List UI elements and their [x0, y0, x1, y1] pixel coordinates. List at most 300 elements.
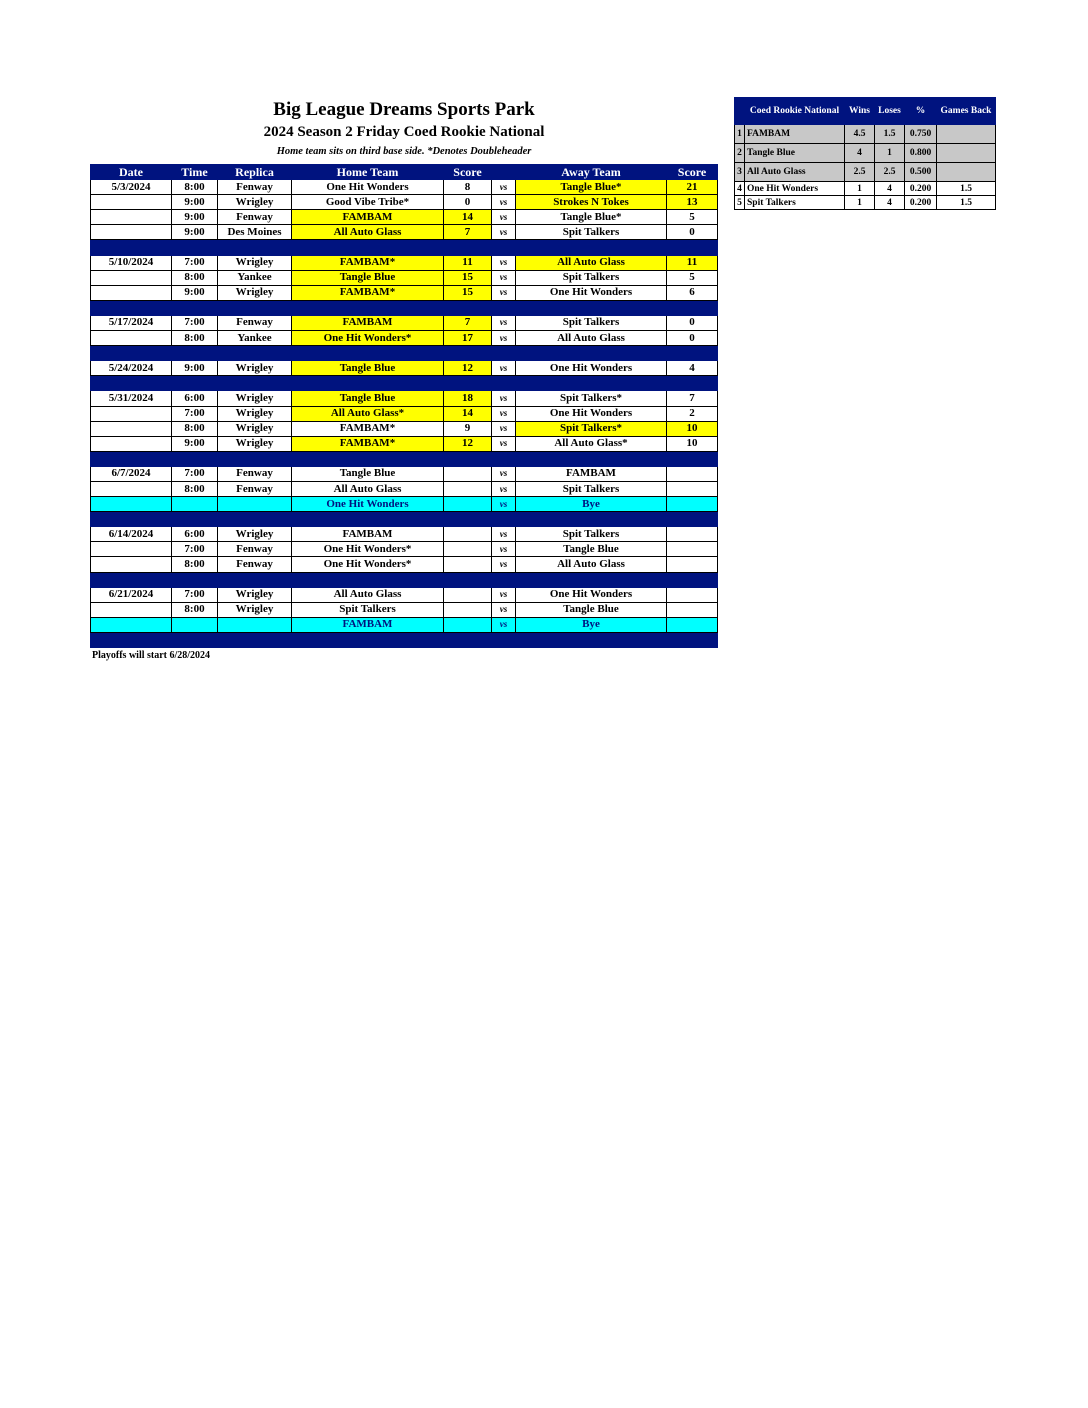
- week-separator: [91, 346, 718, 361]
- away-team: Bye: [516, 617, 667, 632]
- separator-cell: [292, 512, 444, 527]
- vs-label: vs: [492, 255, 516, 270]
- home-score: 8: [444, 180, 492, 195]
- vs-label: vs: [492, 180, 516, 195]
- separator-cell: [492, 240, 516, 255]
- separator-cell: [667, 240, 718, 255]
- away-team: All Auto Glass: [516, 255, 667, 270]
- home-score: [444, 481, 492, 496]
- col-header-time: Time: [172, 165, 218, 180]
- game-date: [91, 421, 172, 436]
- separator-cell: [492, 512, 516, 527]
- standings-pct: 0.200: [905, 196, 937, 210]
- home-team: FAMBAM*: [292, 285, 444, 300]
- vs-label: vs: [492, 466, 516, 481]
- separator-cell: [218, 240, 292, 255]
- game-date: 5/10/2024: [91, 255, 172, 270]
- away-team: Tangle Blue*: [516, 180, 667, 195]
- standings-loses: 1.5: [875, 125, 905, 144]
- game-field: Fenway: [218, 210, 292, 225]
- game-time: 8:00: [172, 180, 218, 195]
- separator-cell: [91, 376, 172, 391]
- standings-loses: 4: [875, 196, 905, 210]
- page-subtitle: 2024 Season 2 Friday Coed Rookie National: [263, 124, 545, 140]
- game-row: [91, 210, 718, 225]
- separator-cell: [172, 240, 218, 255]
- away-team: All Auto Glass: [516, 557, 667, 572]
- week-separator: [91, 632, 718, 647]
- standings-rank: 4: [735, 182, 745, 196]
- home-score: [444, 587, 492, 602]
- bye-row: [91, 617, 718, 632]
- home-score: 9: [444, 421, 492, 436]
- week-separator: [91, 376, 718, 391]
- standings-games-back: 1.5: [937, 182, 996, 196]
- game-field: Fenway: [218, 542, 292, 557]
- home-score: [444, 466, 492, 481]
- away-team: Spit Talkers: [516, 315, 667, 330]
- vs-label: vs: [492, 527, 516, 542]
- away-team: Spit Talkers: [516, 481, 667, 496]
- away-score: 21: [667, 180, 718, 195]
- home-team: FAMBAM: [292, 210, 444, 225]
- separator-cell: [492, 451, 516, 466]
- separator-cell: [91, 240, 172, 255]
- home-team: Tangle Blue: [292, 361, 444, 376]
- game-time: 7:00: [172, 315, 218, 330]
- away-team: Spit Talkers: [516, 270, 667, 285]
- home-score: [444, 497, 492, 512]
- game-date: 5/24/2024: [91, 361, 172, 376]
- week-separator: [91, 300, 718, 315]
- separator-cell: [172, 451, 218, 466]
- week-separator: [91, 451, 718, 466]
- home-team: One Hit Wonders: [292, 497, 444, 512]
- separator-cell: [218, 512, 292, 527]
- away-team: One Hit Wonders: [516, 587, 667, 602]
- separator-cell: [172, 346, 218, 361]
- col-header-date: Date: [91, 165, 172, 180]
- standings-pct: 0.800: [905, 144, 937, 163]
- vs-label: vs: [492, 557, 516, 572]
- separator-cell: [218, 300, 292, 315]
- home-team: One Hit Wonders*: [292, 557, 444, 572]
- game-field: Fenway: [218, 557, 292, 572]
- game-date: 5/3/2024: [91, 180, 172, 195]
- home-team: One Hit Wonders*: [292, 331, 444, 346]
- separator-cell: [172, 512, 218, 527]
- separator-cell: [172, 572, 218, 587]
- game-row: [91, 225, 718, 240]
- standings-wins: 1: [845, 182, 875, 196]
- standings-header-pct: %: [905, 98, 937, 125]
- standings-table: [734, 97, 996, 210]
- game-field: Yankee: [218, 270, 292, 285]
- home-team: All Auto Glass: [292, 481, 444, 496]
- game-row: [91, 270, 718, 285]
- vs-label: vs: [492, 587, 516, 602]
- schedule-table: [90, 164, 718, 648]
- vs-label: vs: [492, 497, 516, 512]
- standings-team: Spit Talkers: [745, 196, 845, 210]
- separator-cell: [91, 451, 172, 466]
- game-time: [172, 617, 218, 632]
- separator-cell: [492, 376, 516, 391]
- standings-rank: 3: [735, 163, 745, 182]
- page-title: Big League Dreams Sports Park: [273, 99, 535, 120]
- game-date: 6/7/2024: [91, 466, 172, 481]
- standings-rank: 2: [735, 144, 745, 163]
- separator-cell: [444, 632, 492, 647]
- home-score: 18: [444, 391, 492, 406]
- away-score: [667, 557, 718, 572]
- standings-team: FAMBAM: [745, 125, 845, 144]
- game-row: [91, 466, 718, 481]
- away-score: [667, 542, 718, 557]
- home-team: Tangle Blue: [292, 391, 444, 406]
- vs-label: vs: [492, 315, 516, 330]
- game-time: [172, 497, 218, 512]
- standings-rank: 5: [735, 196, 745, 210]
- home-score: 15: [444, 270, 492, 285]
- standings-row: [735, 163, 996, 182]
- game-date: [91, 542, 172, 557]
- game-field: Wrigley: [218, 255, 292, 270]
- vs-label: vs: [492, 602, 516, 617]
- separator-cell: [516, 240, 667, 255]
- away-team: Tangle Blue: [516, 542, 667, 557]
- standings-loses: 4: [875, 182, 905, 196]
- game-row: [91, 331, 718, 346]
- home-score: [444, 617, 492, 632]
- away-score: 5: [667, 210, 718, 225]
- away-team: Spit Talkers: [516, 527, 667, 542]
- separator-cell: [492, 632, 516, 647]
- standings-header-team: Coed Rookie National: [745, 98, 845, 125]
- game-time: 9:00: [172, 436, 218, 451]
- game-row: [91, 391, 718, 406]
- vs-label: vs: [492, 617, 516, 632]
- home-score: 17: [444, 331, 492, 346]
- game-field: [218, 497, 292, 512]
- game-time: 8:00: [172, 557, 218, 572]
- game-row: [91, 602, 718, 617]
- away-team: One Hit Wonders: [516, 285, 667, 300]
- game-field: Wrigley: [218, 421, 292, 436]
- away-team: Tangle Blue*: [516, 210, 667, 225]
- game-row: [91, 195, 718, 210]
- separator-cell: [444, 376, 492, 391]
- standings-games-back: [937, 163, 996, 182]
- game-row: [91, 436, 718, 451]
- away-team: Spit Talkers*: [516, 421, 667, 436]
- week-separator: [91, 512, 718, 527]
- game-row: [91, 557, 718, 572]
- game-row: [91, 421, 718, 436]
- standings-team: One Hit Wonders: [745, 182, 845, 196]
- away-team: Spit Talkers*: [516, 391, 667, 406]
- standings-header-loses: Loses: [875, 98, 905, 125]
- game-time: 8:00: [172, 481, 218, 496]
- home-score: 7: [444, 315, 492, 330]
- home-team: One Hit Wonders: [292, 180, 444, 195]
- home-team: FAMBAM*: [292, 255, 444, 270]
- vs-label: vs: [492, 210, 516, 225]
- standings-row: [735, 182, 996, 196]
- col-header-replica: Replica: [218, 165, 292, 180]
- home-score: 0: [444, 195, 492, 210]
- game-field: [218, 617, 292, 632]
- separator-cell: [91, 300, 172, 315]
- game-time: 9:00: [172, 361, 218, 376]
- separator-cell: [91, 346, 172, 361]
- standings-team: Tangle Blue: [745, 144, 845, 163]
- separator-cell: [492, 346, 516, 361]
- standings-wins: 1: [845, 196, 875, 210]
- game-date: [91, 225, 172, 240]
- game-field: Des Moines: [218, 225, 292, 240]
- standings-row: [735, 144, 996, 163]
- home-team: One Hit Wonders*: [292, 542, 444, 557]
- away-team: All Auto Glass: [516, 331, 667, 346]
- vs-label: vs: [492, 421, 516, 436]
- separator-cell: [667, 572, 718, 587]
- game-time: 7:00: [172, 587, 218, 602]
- game-row: [91, 481, 718, 496]
- home-team: Tangle Blue: [292, 270, 444, 285]
- separator-cell: [444, 346, 492, 361]
- separator-cell: [172, 300, 218, 315]
- standings-wins: 2.5: [845, 163, 875, 182]
- home-score: 14: [444, 406, 492, 421]
- separator-cell: [292, 240, 444, 255]
- vs-label: vs: [492, 391, 516, 406]
- home-score: 12: [444, 361, 492, 376]
- game-date: [91, 331, 172, 346]
- separator-cell: [444, 240, 492, 255]
- home-score: 14: [444, 210, 492, 225]
- game-field: Wrigley: [218, 527, 292, 542]
- game-row: [91, 255, 718, 270]
- game-row: [91, 542, 718, 557]
- standings-games-back: [937, 144, 996, 163]
- game-time: 8:00: [172, 602, 218, 617]
- separator-cell: [516, 512, 667, 527]
- separator-cell: [492, 572, 516, 587]
- away-team: Tangle Blue: [516, 602, 667, 617]
- separator-cell: [667, 300, 718, 315]
- separator-cell: [292, 346, 444, 361]
- separator-cell: [91, 572, 172, 587]
- game-time: 7:00: [172, 466, 218, 481]
- away-score: [667, 587, 718, 602]
- standings-row: [735, 196, 996, 210]
- separator-cell: [516, 300, 667, 315]
- separator-cell: [292, 376, 444, 391]
- game-date: [91, 497, 172, 512]
- away-score: 2: [667, 406, 718, 421]
- game-field: Wrigley: [218, 587, 292, 602]
- standings-header-row: [735, 98, 996, 125]
- home-team: All Auto Glass*: [292, 406, 444, 421]
- standings-header-rank: [735, 98, 745, 125]
- home-score: [444, 542, 492, 557]
- vs-label: vs: [492, 481, 516, 496]
- away-score: [667, 497, 718, 512]
- vs-label: vs: [492, 195, 516, 210]
- home-team: All Auto Glass: [292, 587, 444, 602]
- home-team: Spit Talkers: [292, 602, 444, 617]
- game-time: 8:00: [172, 331, 218, 346]
- separator-cell: [218, 572, 292, 587]
- game-field: Wrigley: [218, 285, 292, 300]
- away-team: Strokes N Tokes: [516, 195, 667, 210]
- away-team: FAMBAM: [516, 466, 667, 481]
- away-score: 4: [667, 361, 718, 376]
- game-time: 7:00: [172, 542, 218, 557]
- game-row: [91, 406, 718, 421]
- home-team: Tangle Blue: [292, 466, 444, 481]
- game-date: 6/14/2024: [91, 527, 172, 542]
- game-date: [91, 617, 172, 632]
- game-time: 6:00: [172, 391, 218, 406]
- standings-team: All Auto Glass: [745, 163, 845, 182]
- standings-games-back: 1.5: [937, 196, 996, 210]
- separator-cell: [292, 300, 444, 315]
- away-team: Spit Talkers: [516, 225, 667, 240]
- home-team: All Auto Glass: [292, 225, 444, 240]
- separator-cell: [492, 300, 516, 315]
- bye-row: [91, 497, 718, 512]
- game-date: 5/31/2024: [91, 391, 172, 406]
- home-score: 11: [444, 255, 492, 270]
- separator-cell: [292, 451, 444, 466]
- away-score: 0: [667, 315, 718, 330]
- away-score: 6: [667, 285, 718, 300]
- separator-cell: [91, 512, 172, 527]
- game-date: [91, 406, 172, 421]
- col-header-away-team: Away Team: [516, 165, 667, 180]
- separator-cell: [292, 572, 444, 587]
- home-score: 12: [444, 436, 492, 451]
- game-time: 8:00: [172, 421, 218, 436]
- game-date: [91, 210, 172, 225]
- vs-label: vs: [492, 285, 516, 300]
- separator-cell: [667, 451, 718, 466]
- away-score: [667, 602, 718, 617]
- game-time: 7:00: [172, 255, 218, 270]
- away-score: [667, 466, 718, 481]
- away-score: 10: [667, 421, 718, 436]
- game-field: Wrigley: [218, 195, 292, 210]
- home-score: 15: [444, 285, 492, 300]
- home-team: Good Vibe Tribe*: [292, 195, 444, 210]
- game-time: 9:00: [172, 285, 218, 300]
- separator-cell: [516, 451, 667, 466]
- game-date: [91, 436, 172, 451]
- home-score: [444, 527, 492, 542]
- home-score: [444, 557, 492, 572]
- game-row: [91, 361, 718, 376]
- home-team: FAMBAM*: [292, 436, 444, 451]
- game-date: [91, 270, 172, 285]
- away-score: 0: [667, 331, 718, 346]
- standings-pct: 0.750: [905, 125, 937, 144]
- home-score: [444, 602, 492, 617]
- game-row: [91, 315, 718, 330]
- separator-cell: [444, 300, 492, 315]
- separator-cell: [516, 572, 667, 587]
- game-date: [91, 285, 172, 300]
- vs-label: vs: [492, 406, 516, 421]
- separator-cell: [218, 346, 292, 361]
- vs-label: vs: [492, 270, 516, 285]
- game-date: [91, 481, 172, 496]
- separator-cell: [91, 632, 172, 647]
- standings-loses: 2.5: [875, 163, 905, 182]
- standings-wins: 4: [845, 144, 875, 163]
- separator-cell: [667, 346, 718, 361]
- game-row: [91, 587, 718, 602]
- away-team: One Hit Wonders: [516, 361, 667, 376]
- game-time: 8:00: [172, 270, 218, 285]
- vs-label: vs: [492, 225, 516, 240]
- game-field: Fenway: [218, 466, 292, 481]
- separator-cell: [667, 632, 718, 647]
- home-team: FAMBAM: [292, 617, 444, 632]
- col-header-home-score: Score: [444, 165, 492, 180]
- col-header-home-team: Home Team: [292, 165, 444, 180]
- away-score: [667, 617, 718, 632]
- separator-cell: [667, 376, 718, 391]
- standings-row: [735, 125, 996, 144]
- home-team: FAMBAM*: [292, 421, 444, 436]
- game-time: 9:00: [172, 210, 218, 225]
- separator-cell: [444, 512, 492, 527]
- separator-cell: [516, 346, 667, 361]
- game-field: Fenway: [218, 180, 292, 195]
- away-team: Bye: [516, 497, 667, 512]
- game-field: Fenway: [218, 481, 292, 496]
- game-row: [91, 527, 718, 542]
- standings-pct: 0.200: [905, 182, 937, 196]
- away-score: 10: [667, 436, 718, 451]
- schedule-header-row: [91, 165, 718, 180]
- game-time: 7:00: [172, 406, 218, 421]
- game-time: 9:00: [172, 225, 218, 240]
- home-team: FAMBAM: [292, 527, 444, 542]
- game-row: [91, 285, 718, 300]
- separator-cell: [218, 451, 292, 466]
- standings-wins: 4.5: [845, 125, 875, 144]
- away-score: 11: [667, 255, 718, 270]
- game-field: Wrigley: [218, 361, 292, 376]
- separator-cell: [444, 572, 492, 587]
- away-score: 0: [667, 225, 718, 240]
- vs-label: vs: [492, 542, 516, 557]
- separator-cell: [667, 512, 718, 527]
- playoffs-note: Playoffs will start 6/28/2024: [92, 650, 211, 661]
- separator-cell: [172, 376, 218, 391]
- away-score: 7: [667, 391, 718, 406]
- standings-pct: 0.500: [905, 163, 937, 182]
- separator-cell: [516, 376, 667, 391]
- separator-cell: [172, 632, 218, 647]
- standings-loses: 1: [875, 144, 905, 163]
- away-team: All Auto Glass*: [516, 436, 667, 451]
- game-time: 9:00: [172, 195, 218, 210]
- game-field: Wrigley: [218, 406, 292, 421]
